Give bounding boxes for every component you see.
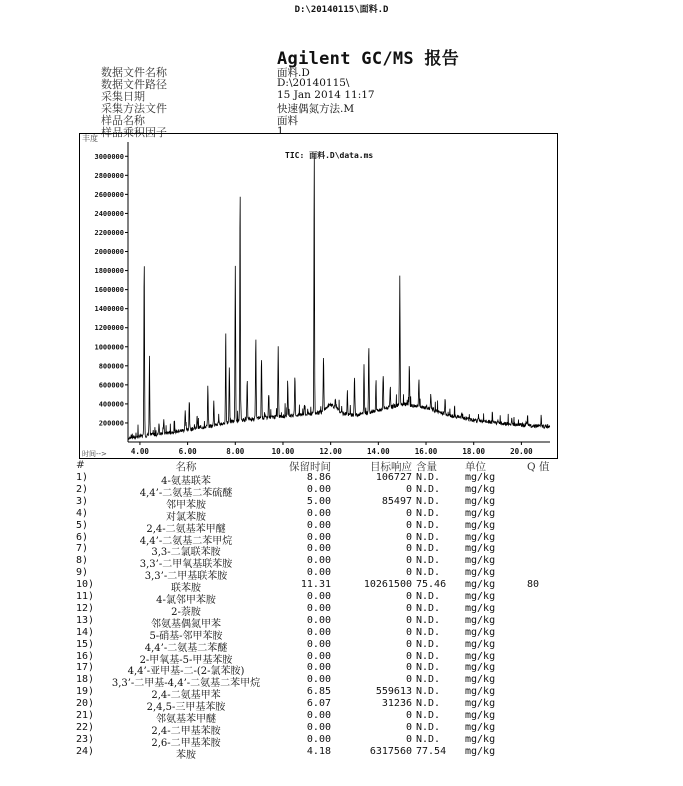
row-num: 3) bbox=[76, 495, 89, 507]
row-unit: mg/kg bbox=[465, 733, 496, 745]
x-tick-label: 20.00 bbox=[510, 447, 533, 456]
y-tick-label: 1400000 bbox=[94, 305, 124, 314]
row-amount: N.D. bbox=[416, 662, 441, 674]
row-num: 19) bbox=[76, 686, 95, 698]
row-compound-name: 3,3’-二甲基联苯胺 bbox=[144, 571, 228, 583]
row-compound-name: 3,3’-二甲基-4,4’-二氨基二苯甲烷 bbox=[111, 678, 261, 690]
row-q-value: 80 bbox=[527, 579, 540, 591]
row-retention-time: 0.00 bbox=[306, 591, 331, 602]
row-response: 10261500 bbox=[363, 579, 412, 591]
row-unit: mg/kg bbox=[465, 567, 496, 579]
row-num: 15) bbox=[76, 638, 95, 650]
metadata-value: 面料 bbox=[277, 115, 298, 127]
row-num: 23) bbox=[76, 733, 95, 745]
row-retention-time: 0.00 bbox=[306, 602, 331, 614]
chromatogram-chart bbox=[79, 133, 558, 459]
row-retention-time: 4.18 bbox=[306, 745, 331, 757]
row-response: 0 bbox=[405, 662, 412, 674]
row-compound-name: 4,4’-二氨基二苯甲烷 bbox=[139, 535, 233, 547]
row-unit: mg/kg bbox=[465, 602, 496, 614]
row-num: 17) bbox=[76, 662, 95, 674]
row-compound-name: 3,3-二氯联苯胺 bbox=[151, 547, 221, 559]
row-compound-name: 4,4’-二氨基二苯硫醚 bbox=[139, 487, 233, 499]
metadata-label: 采集方法文件 bbox=[101, 102, 167, 115]
row-unit: mg/kg bbox=[465, 698, 496, 710]
row-compound-name: 对氯苯胺 bbox=[166, 511, 206, 523]
row-retention-time: 0.00 bbox=[306, 626, 331, 638]
row-amount: N.D. bbox=[416, 472, 441, 483]
x-tick-label: 4.00 bbox=[130, 447, 149, 456]
row-unit: mg/kg bbox=[465, 519, 496, 531]
metadata-label: 采集日期 bbox=[101, 90, 145, 103]
row-amount: N.D. bbox=[416, 698, 441, 710]
row-num: 16) bbox=[76, 650, 95, 662]
header-q-value: Q 值 bbox=[527, 461, 550, 473]
abundance-label: 丰度 bbox=[82, 134, 98, 143]
row-num: 9) bbox=[76, 567, 89, 579]
row-response: 0 bbox=[405, 626, 412, 638]
row-compound-name: 邻甲苯胺 bbox=[166, 499, 206, 511]
row-amount: N.D. bbox=[416, 495, 441, 507]
row-response: 0 bbox=[405, 674, 412, 686]
row-unit: mg/kg bbox=[465, 531, 496, 543]
row-retention-time: 0.00 bbox=[306, 638, 331, 650]
x-tick-label: 8.00 bbox=[226, 447, 245, 456]
row-response: 0 bbox=[405, 710, 412, 721]
row-response: 0 bbox=[405, 519, 412, 531]
row-response: 0 bbox=[405, 531, 412, 543]
row-unit: mg/kg bbox=[465, 650, 496, 662]
row-retention-time: 0.00 bbox=[306, 733, 331, 745]
x-tick-label: 12.00 bbox=[319, 447, 342, 456]
row-amount: N.D. bbox=[416, 721, 441, 733]
row-retention-time: 8.86 bbox=[306, 472, 331, 483]
row-num: 13) bbox=[76, 614, 95, 626]
row-response: 0 bbox=[405, 483, 412, 495]
row-retention-time: 0.00 bbox=[306, 614, 331, 626]
row-unit: mg/kg bbox=[465, 483, 496, 495]
tic-trace bbox=[128, 154, 550, 440]
row-compound-name: 2,6-二甲基苯胺 bbox=[151, 737, 221, 749]
row-compound-name: 2,4,5-三甲基苯胺 bbox=[146, 702, 226, 714]
y-tick-label: 2000000 bbox=[94, 248, 124, 257]
row-compound-name: 2,4-二氨基苯甲醚 bbox=[146, 523, 226, 535]
row-num: 24) bbox=[76, 745, 95, 757]
row-unit: mg/kg bbox=[465, 674, 496, 686]
row-response: 0 bbox=[405, 733, 412, 745]
x-tick-label: 18.00 bbox=[462, 447, 485, 456]
row-amount: N.D. bbox=[416, 531, 441, 543]
row-retention-time: 0.00 bbox=[306, 519, 331, 531]
row-compound-name: 4,4’-二氨基二苯醚 bbox=[144, 642, 228, 654]
row-amount: N.D. bbox=[416, 710, 441, 721]
row-compound-name: 2-萘胺 bbox=[171, 606, 201, 618]
y-tick-label: 2400000 bbox=[94, 209, 124, 218]
row-response: 0 bbox=[405, 567, 412, 579]
row-compound-name: 2,4-二甲基苯胺 bbox=[151, 725, 221, 737]
y-tick-label: 2600000 bbox=[94, 190, 124, 199]
row-num: 22) bbox=[76, 721, 95, 733]
header-amount: 含量 bbox=[416, 461, 437, 473]
y-tick-label: 1000000 bbox=[94, 343, 124, 352]
row-retention-time: 5.00 bbox=[306, 495, 331, 507]
row-response: 0 bbox=[405, 638, 412, 650]
row-num: 2) bbox=[76, 483, 89, 495]
metadata-label: 样品名称 bbox=[101, 114, 145, 127]
row-num: 8) bbox=[76, 555, 89, 567]
row-num: 12) bbox=[76, 602, 95, 614]
header-unit: 单位 bbox=[465, 461, 486, 473]
row-unit: mg/kg bbox=[465, 579, 496, 591]
metadata-value: 面料.D bbox=[277, 67, 310, 79]
row-amount: N.D. bbox=[416, 650, 441, 662]
metadata-value: 1 bbox=[277, 125, 284, 137]
row-retention-time: 0.00 bbox=[306, 650, 331, 662]
row-response: 0 bbox=[405, 543, 412, 555]
row-retention-time: 0.00 bbox=[306, 543, 331, 555]
row-compound-name: 5-硝基-邻甲苯胺 bbox=[149, 630, 223, 642]
row-amount: N.D. bbox=[416, 614, 441, 626]
row-amount: N.D. bbox=[416, 567, 441, 579]
row-unit: mg/kg bbox=[465, 614, 496, 626]
header-name: 名称 bbox=[175, 461, 197, 473]
y-tick-label: 1800000 bbox=[94, 267, 124, 276]
chromatogram-svg bbox=[80, 134, 557, 458]
row-unit: mg/kg bbox=[465, 495, 496, 507]
y-tick-label: 200000 bbox=[98, 419, 124, 428]
header-response: 目标响应 bbox=[370, 461, 412, 473]
row-amount: 75.46 bbox=[416, 579, 447, 591]
row-response: 559613 bbox=[375, 686, 412, 698]
header-retention-time: 保留时间 bbox=[289, 461, 331, 473]
row-compound-name: 邻氨基偶氮甲苯 bbox=[151, 618, 221, 630]
row-response: 0 bbox=[405, 555, 412, 567]
y-tick-label: 2800000 bbox=[94, 171, 124, 180]
row-amount: N.D. bbox=[416, 733, 441, 745]
row-amount: N.D. bbox=[416, 483, 441, 495]
row-amount: N.D. bbox=[416, 638, 441, 650]
row-retention-time: 0.00 bbox=[306, 674, 331, 686]
metadata-label: 数据文件名称 bbox=[101, 66, 167, 79]
row-unit: mg/kg bbox=[465, 662, 496, 674]
row-num: 18) bbox=[76, 674, 95, 686]
row-compound-name: 邻氨基苯甲醚 bbox=[156, 714, 216, 725]
row-amount: N.D. bbox=[416, 674, 441, 686]
row-retention-time: 6.85 bbox=[306, 686, 331, 698]
y-tick-label: 3000000 bbox=[94, 152, 124, 161]
row-response: 106727 bbox=[375, 472, 412, 483]
row-retention-time: 0.00 bbox=[306, 483, 331, 495]
y-tick-label: 2200000 bbox=[94, 228, 124, 237]
y-tick-label: 400000 bbox=[98, 400, 124, 409]
row-unit: mg/kg bbox=[465, 543, 496, 555]
x-tick-label: 10.00 bbox=[271, 447, 295, 456]
row-retention-time: 0.00 bbox=[306, 555, 331, 567]
row-amount: N.D. bbox=[416, 543, 441, 555]
row-retention-time: 11.31 bbox=[300, 579, 331, 591]
row-unit: mg/kg bbox=[465, 721, 496, 733]
y-tick-label: 800000 bbox=[98, 362, 124, 371]
row-num: 10) bbox=[76, 579, 95, 591]
row-unit: mg/kg bbox=[465, 638, 496, 650]
report-title: Agilent GC/MS 报告 bbox=[277, 49, 460, 69]
row-amount: N.D. bbox=[416, 507, 441, 519]
row-num: 1) bbox=[76, 472, 89, 483]
row-retention-time: 0.00 bbox=[306, 710, 331, 721]
row-compound-name: 4-氯邻甲苯胺 bbox=[156, 595, 216, 606]
row-retention-time: 6.07 bbox=[306, 698, 331, 710]
row-unit: mg/kg bbox=[465, 472, 496, 483]
row-retention-time: 0.00 bbox=[306, 507, 331, 519]
row-compound-name: 4,4’-亚甲基-二-(2-氯苯胺) bbox=[127, 666, 245, 678]
x-tick-label: 6.00 bbox=[178, 447, 197, 456]
row-response: 0 bbox=[405, 507, 412, 519]
row-unit: mg/kg bbox=[465, 686, 496, 698]
row-num: 5) bbox=[76, 519, 89, 531]
file-path-header: D:\20140115\面料.D bbox=[294, 5, 389, 15]
row-num: 14) bbox=[76, 626, 95, 638]
row-num: 7) bbox=[76, 543, 89, 555]
row-amount: N.D. bbox=[416, 519, 441, 531]
row-retention-time: 0.00 bbox=[306, 721, 331, 733]
row-retention-time: 0.00 bbox=[306, 567, 331, 579]
row-unit: mg/kg bbox=[465, 591, 496, 602]
row-unit: mg/kg bbox=[465, 555, 496, 567]
row-response: 31236 bbox=[381, 698, 412, 710]
chart-title: TIC: 面料.D\data.ms bbox=[285, 151, 374, 160]
row-unit: mg/kg bbox=[465, 626, 496, 638]
x-tick-label: 14.00 bbox=[367, 447, 390, 456]
y-tick-label: 1200000 bbox=[94, 324, 124, 333]
row-response: 0 bbox=[405, 591, 412, 602]
metadata-label: 样品乘积因子 bbox=[101, 126, 167, 139]
row-compound-name: 苯胺 bbox=[176, 749, 196, 761]
row-unit: mg/kg bbox=[465, 507, 496, 519]
row-retention-time: 0.00 bbox=[306, 531, 331, 543]
row-unit: mg/kg bbox=[465, 745, 496, 757]
row-response: 0 bbox=[405, 721, 412, 733]
row-num: 21) bbox=[76, 710, 95, 721]
metadata-value: 快速偶氮方法.M bbox=[277, 103, 355, 115]
x-axis-label: 时间--> bbox=[82, 450, 107, 458]
row-compound-name: 2,4-二氨基甲苯 bbox=[151, 690, 221, 702]
row-amount: N.D. bbox=[416, 555, 441, 567]
row-amount: 77.54 bbox=[416, 745, 447, 757]
row-compound-name: 联苯胺 bbox=[171, 583, 201, 595]
row-num: 20) bbox=[76, 698, 95, 710]
row-compound-name: 3,3’-二甲氧基联苯胺 bbox=[139, 559, 233, 571]
metadata-value: D:\20140115\ bbox=[277, 77, 350, 89]
row-response: 0 bbox=[405, 614, 412, 626]
row-num: 11) bbox=[76, 591, 95, 602]
metadata-label: 数据文件路径 bbox=[101, 78, 167, 91]
row-response: 6317560 bbox=[369, 745, 412, 757]
header-num: # bbox=[76, 459, 85, 471]
row-amount: N.D. bbox=[416, 626, 441, 638]
x-tick-label: 16.00 bbox=[414, 447, 438, 456]
metadata-value: 15 Jan 2014 11:17 bbox=[277, 89, 375, 101]
row-response: 0 bbox=[405, 650, 412, 662]
y-tick-label: 600000 bbox=[98, 381, 124, 390]
row-unit: mg/kg bbox=[465, 710, 496, 721]
row-retention-time: 0.00 bbox=[306, 662, 331, 674]
row-compound-name: 2-甲氧基-5-甲基苯胺 bbox=[139, 654, 233, 666]
row-compound-name: 4-氨基联苯 bbox=[161, 476, 211, 487]
row-response: 0 bbox=[405, 602, 412, 614]
row-response: 85497 bbox=[381, 495, 412, 507]
row-amount: N.D. bbox=[416, 686, 441, 698]
row-amount: N.D. bbox=[416, 591, 441, 602]
row-num: 4) bbox=[76, 507, 89, 519]
row-amount: N.D. bbox=[416, 602, 441, 614]
y-tick-label: 1600000 bbox=[94, 286, 124, 295]
row-num: 6) bbox=[76, 531, 89, 543]
